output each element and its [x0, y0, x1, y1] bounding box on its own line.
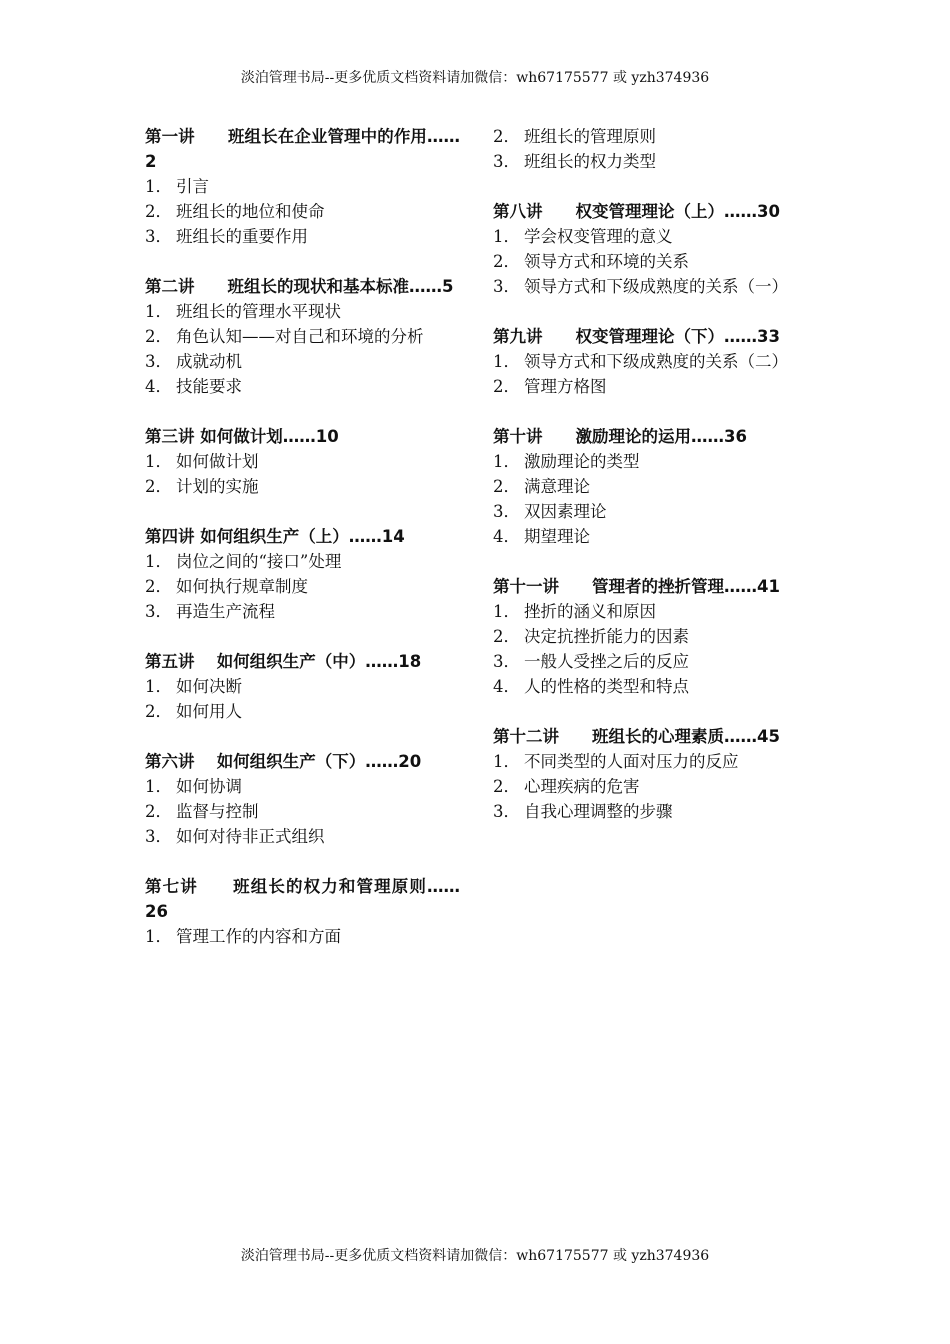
item-text: 满意理论: [524, 477, 590, 496]
item-text: 如何用人: [176, 702, 242, 721]
item-text: 领导方式和下级成熟度的关系（二）: [524, 352, 788, 371]
item-number: 1．: [145, 927, 172, 946]
item-text: 如何决断: [176, 677, 242, 696]
toc-item: [493, 224, 808, 249]
item-text: 人的性格的类型和特点: [524, 677, 689, 696]
toc-section: [493, 324, 808, 399]
item-text: 不同类型的人面对压力的反应: [524, 752, 739, 771]
item-number: 3．: [493, 152, 520, 171]
toc-item: [493, 674, 808, 699]
item-text: 管理方格图: [524, 377, 607, 396]
section-title: 第六讲 如何组织生产（下）……20: [145, 752, 422, 771]
item-number: 1．: [493, 352, 520, 371]
toc-item: [493, 474, 808, 499]
toc-item: [145, 374, 460, 399]
toc-item: [493, 274, 808, 299]
item-number: 1．: [493, 227, 520, 246]
item-text: 学会权变管理的意义: [524, 227, 673, 246]
item-text: 如何做计划: [176, 452, 259, 471]
item-number: 1．: [145, 777, 172, 796]
toc-section: [145, 649, 460, 724]
item-text: 再造生产流程: [176, 602, 275, 621]
item-text: 成就动机: [176, 352, 242, 371]
toc-item: [145, 574, 460, 599]
section-title: 第九讲 权变管理理论（下）……33: [493, 327, 780, 346]
toc-item: [145, 774, 460, 799]
item-text: 期望理论: [524, 527, 590, 546]
item-number: 4．: [493, 677, 520, 696]
toc-item: [493, 599, 808, 624]
item-number: 4．: [145, 377, 172, 396]
toc-section: [145, 524, 460, 624]
toc-item: [145, 474, 460, 499]
item-number: 2．: [493, 477, 520, 496]
item-text: 领导方式和环境的关系: [524, 252, 689, 271]
toc-item: [493, 799, 808, 824]
item-text: 自我心理调整的步骤: [524, 802, 673, 821]
item-text: 激励理论的类型: [524, 452, 640, 471]
toc-item: [493, 249, 808, 274]
toc-item: [145, 324, 460, 349]
toc-item: [493, 499, 808, 524]
toc-item: [493, 374, 808, 399]
item-number: 1．: [493, 602, 520, 621]
item-text: 班组长的地位和使命: [176, 202, 325, 221]
item-text: 岗位之间的“接口”处理: [176, 552, 342, 571]
item-number: 2．: [145, 577, 172, 596]
item-number: 3．: [493, 502, 520, 521]
toc-item: [145, 799, 460, 824]
toc-item: [145, 174, 460, 199]
section-title: 第八讲 权变管理理论（上）……30: [493, 202, 780, 221]
toc-right-column: [493, 124, 808, 849]
section-title: 第一讲 班组长在企业管理中的作用……2: [145, 127, 460, 171]
toc-item: [493, 774, 808, 799]
item-text: 如何协调: [176, 777, 242, 796]
item-text: 管理工作的内容和方面: [176, 927, 341, 946]
item-text: 心理疾病的危害: [524, 777, 640, 796]
item-number: 2．: [493, 627, 520, 646]
item-number: 3．: [145, 827, 172, 846]
toc-item: [493, 349, 808, 374]
page-header: 淡泊管理书局--更多优质文档资料请加微信：wh67175577 或 yzh374936: [240, 70, 710, 86]
toc-section: [145, 874, 460, 949]
section-title: 第三讲 如何做计划……10: [145, 427, 339, 446]
item-number: 1．: [145, 452, 172, 471]
item-text: 挫折的涵义和原因: [524, 602, 656, 621]
item-number: 4．: [493, 527, 520, 546]
item-text: 班组长的管理原则: [524, 127, 656, 146]
toc-section: [493, 424, 808, 549]
item-number: 1．: [145, 302, 172, 321]
item-text: 如何执行规章制度: [176, 577, 308, 596]
toc-section: [145, 424, 460, 499]
item-number: 1．: [493, 752, 520, 771]
item-text: 引言: [176, 177, 209, 196]
toc-item: [145, 549, 460, 574]
item-text: 双因素理论: [524, 502, 607, 521]
item-text: 班组长的重要作用: [176, 227, 308, 246]
item-number: 2．: [145, 327, 172, 346]
item-number: 2．: [145, 477, 172, 496]
item-text: 角色认知——对自己和环境的分析: [176, 327, 424, 346]
section-title: 第十讲 激励理论的运用……36: [493, 427, 747, 446]
section-title: 第十一讲 管理者的挫折管理……41: [493, 577, 780, 596]
item-text: 班组长的权力类型: [524, 152, 656, 171]
toc-item: [145, 224, 460, 249]
page-footer: 淡泊管理书局--更多优质文档资料请加微信：wh67175577 或 yzh374936: [240, 1248, 710, 1264]
item-text: 一般人受挫之后的反应: [524, 652, 689, 671]
toc-item: [145, 674, 460, 699]
toc-item: [493, 749, 808, 774]
toc-item: [145, 199, 460, 224]
item-number: 2．: [493, 252, 520, 271]
toc-section: [493, 124, 808, 174]
toc-item: [145, 699, 460, 724]
item-number: 2．: [145, 802, 172, 821]
toc-item: [145, 349, 460, 374]
toc-item: [493, 649, 808, 674]
item-number: 2．: [493, 777, 520, 796]
item-number: 3．: [493, 277, 520, 296]
section-title: 第五讲 如何组织生产（中）……18: [145, 652, 422, 671]
toc-item: [145, 449, 460, 474]
item-number: 3．: [145, 352, 172, 371]
item-text: 决定抗挫折能力的因素: [524, 627, 689, 646]
item-text: 领导方式和下级成熟度的关系（一）: [524, 277, 788, 296]
item-text: 班组长的管理水平现状: [176, 302, 341, 321]
toc-item: [493, 624, 808, 649]
item-number: 1．: [493, 452, 520, 471]
toc-item: [145, 824, 460, 849]
item-number: 1．: [145, 677, 172, 696]
toc-section: [493, 724, 808, 824]
item-number: 3．: [493, 802, 520, 821]
toc-item: [145, 599, 460, 624]
section-title: 第十二讲 班组长的心理素质……45: [493, 727, 780, 746]
item-number: 3．: [145, 602, 172, 621]
item-number: 1．: [145, 552, 172, 571]
item-number: 2．: [493, 127, 520, 146]
item-number: 2．: [145, 202, 172, 221]
item-text: 计划的实施: [176, 477, 259, 496]
toc-item: [493, 124, 808, 149]
item-text: 如何对待非正式组织: [176, 827, 325, 846]
toc-section: [145, 124, 460, 249]
section-title: 第二讲 班组长的现状和基本标准……5: [145, 277, 454, 296]
toc-item: [493, 149, 808, 174]
item-number: 3．: [145, 227, 172, 246]
toc-section: [145, 749, 460, 849]
item-number: 3．: [493, 652, 520, 671]
toc-item: [493, 524, 808, 549]
section-title: 第七讲 班组长的权力和管理原则……26: [145, 877, 460, 921]
toc-section: [493, 199, 808, 299]
item-number: 2．: [145, 702, 172, 721]
toc-section: [145, 274, 460, 399]
toc-item: [493, 449, 808, 474]
toc-section: [493, 574, 808, 699]
toc-item: [145, 924, 460, 949]
section-title: 第四讲 如何组织生产（上）……14: [145, 527, 405, 546]
item-number: 2．: [493, 377, 520, 396]
item-text: 监督与控制: [176, 802, 259, 821]
item-number: 1．: [145, 177, 172, 196]
toc-left-column: [145, 124, 460, 974]
toc-item: [145, 299, 460, 324]
item-text: 技能要求: [176, 377, 242, 396]
